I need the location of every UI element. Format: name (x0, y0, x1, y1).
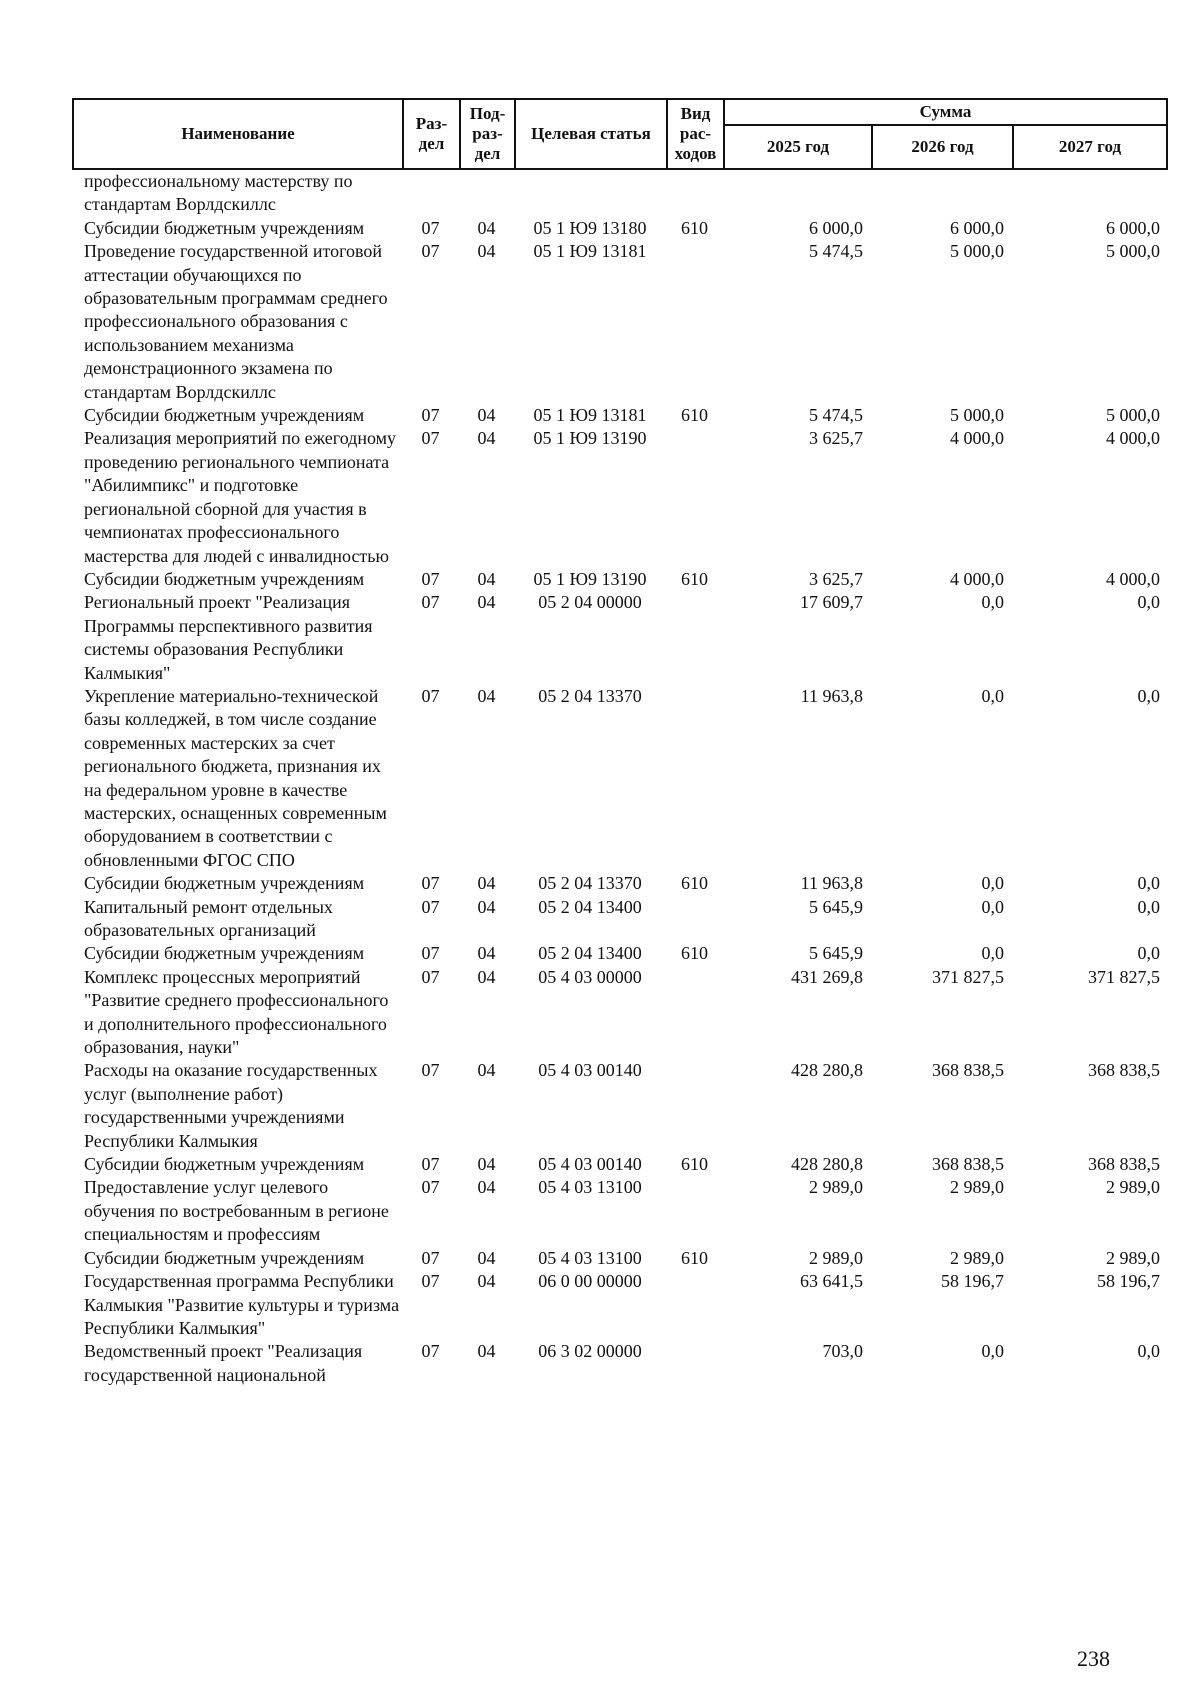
cell-2025: 2 989,0 (809, 1177, 863, 1198)
cell-name: Региональный проект "Реализация Программы перспективного развития системы образования Республики Калмыкия" (84, 592, 373, 683)
cell-name: Субсидии бюджетным учреждениям (84, 405, 365, 426)
cell-2025: 428 280,8 (791, 1154, 863, 1175)
table-row (72, 568, 1166, 591)
cell-podrazdel: 04 (477, 241, 496, 262)
cell-2026: 0,0 (981, 873, 1004, 894)
cell-razdel: 07 (421, 1177, 440, 1198)
cell-statya: 05 1 Ю9 13181 (533, 405, 647, 426)
cell-2027: 4 000,0 (1106, 568, 1160, 589)
table-row (72, 1176, 1166, 1246)
cell-razdel: 07 (421, 1341, 440, 1362)
cell-name: профессиональному мастерству по стандартам Ворлдскиллс (84, 171, 353, 215)
cell-2025: 3 625,7 (809, 568, 863, 589)
cell-statya: 05 1 Ю9 13190 (533, 568, 647, 589)
cell-2025: 6 000,0 (809, 217, 863, 238)
cell-podrazdel: 04 (477, 568, 496, 589)
cell-2025: 11 963,8 (800, 873, 863, 894)
header-statya: Целевая статья (515, 99, 667, 169)
cell-name: Субсидии бюджетным учреждениям (84, 568, 365, 589)
cell-podrazdel: 04 (477, 1177, 496, 1198)
header-2025: 2025 год (724, 125, 872, 169)
cell-statya: 05 2 04 13400 (538, 943, 642, 964)
cell-2026: 0,0 (981, 685, 1004, 706)
cell-name: Субсидии бюджетным учреждениям (84, 943, 365, 964)
cell-podrazdel: 04 (477, 1341, 496, 1362)
cell-2027: 0,0 (1137, 943, 1160, 964)
cell-2026: 0,0 (981, 896, 1004, 917)
cell-statya: 05 4 03 00140 (538, 1060, 642, 1081)
cell-razdel: 07 (421, 943, 440, 964)
cell-2026: 58 196,7 (941, 1271, 1004, 1292)
cell-2027: 368 838,5 (1088, 1060, 1160, 1081)
cell-2026: 2 989,0 (950, 1177, 1004, 1198)
cell-name: Укрепление материально-технической базы колледжей, в том числе создание современных мастерских за счет регионального бюджета, признания их на федеральном уровне в качестве мастерских, оснащенных современным оборудованием в соответствии с обновленными ФГОС СПО (84, 685, 387, 870)
cell-2027: 58 196,7 (1097, 1271, 1160, 1292)
table-row (72, 1153, 1166, 1176)
cell-2027: 0,0 (1137, 1341, 1160, 1362)
cell-statya: 05 1 Ю9 13190 (533, 428, 647, 449)
cell-2026: 0,0 (981, 592, 1004, 613)
table-row (72, 1340, 1166, 1387)
cell-2026: 4 000,0 (950, 428, 1004, 449)
table-header (72, 98, 1168, 170)
cell-2027: 5 000,0 (1106, 241, 1160, 262)
cell-name: Комплекс процессных мероприятий "Развитие среднего профессионального и дополнительного профессионального образования, науки" (84, 966, 389, 1058)
cell-razdel: 07 (421, 405, 440, 426)
cell-2026: 5 000,0 (950, 241, 1004, 262)
cell-name: Реализация мероприятий по ежегодному проведению регионального чемпионата "Абилимпикс" и подготовке региональной сборной для участия в чемпионатах профессионального мастерства для людей с инвалидностью (84, 428, 397, 566)
cell-podrazdel: 04 (477, 217, 496, 238)
page-number: 238 (1077, 1646, 1110, 1671)
cell-2026: 371 827,5 (932, 966, 1004, 987)
cell-statya: 05 2 04 13370 (538, 873, 642, 894)
cell-vid: 610 (681, 1154, 708, 1175)
cell-statya: 06 0 00 00000 (538, 1271, 642, 1292)
cell-statya: 05 4 03 13100 (538, 1177, 642, 1198)
cell-name: Капитальный ремонт отдельных образовательных организаций (84, 896, 333, 940)
cell-2025: 11 963,8 (800, 685, 863, 706)
cell-2025: 5 645,9 (809, 896, 863, 917)
cell-2025: 5 645,9 (809, 943, 863, 964)
table-row (72, 942, 1166, 965)
cell-podrazdel: 04 (477, 685, 496, 706)
cell-podrazdel: 04 (477, 1154, 496, 1175)
cell-2027: 2 989,0 (1106, 1177, 1160, 1198)
cell-2027: 0,0 (1137, 896, 1160, 917)
table-row (72, 896, 1166, 943)
header-podrazdel: Под- раз- дел (460, 99, 515, 169)
cell-2025: 63 641,5 (800, 1271, 863, 1292)
cell-2025: 3 625,7 (809, 428, 863, 449)
cell-2027: 0,0 (1137, 873, 1160, 894)
table-row (72, 1059, 1166, 1153)
cell-statya: 05 2 04 13400 (538, 896, 642, 917)
cell-vid: 610 (681, 217, 708, 238)
cell-razdel: 07 (421, 1271, 440, 1292)
cell-statya: 05 4 03 00140 (538, 1154, 642, 1175)
cell-2026: 4 000,0 (950, 568, 1004, 589)
cell-2026: 368 838,5 (932, 1060, 1004, 1081)
cell-name: Предоставление услуг целевого обучения по востребованным в регионе специальностям и профессиям (84, 1177, 389, 1245)
cell-razdel: 07 (421, 217, 440, 238)
cell-name: Ведомственный проект "Реализация государственной национальной (84, 1341, 363, 1385)
table-row (72, 1247, 1166, 1270)
cell-vid: 610 (681, 943, 708, 964)
cell-vid: 610 (681, 873, 708, 894)
cell-razdel: 07 (421, 1154, 440, 1175)
cell-2025: 5 474,5 (809, 405, 863, 426)
cell-statya: 05 1 Ю9 13180 (533, 217, 647, 238)
header-vid: Вид рас- ходов (667, 99, 724, 169)
cell-name: Проведение государственной итоговой аттестации обучающихся по образовательным программам среднего профессионального образования с использованием механизма демонстрационного экзамена по стандартам Ворлдскиллс (84, 241, 388, 402)
cell-name: Субсидии бюджетным учреждениям (84, 873, 365, 894)
header-razdel: Раз- дел (403, 99, 460, 169)
cell-2027: 4 000,0 (1106, 428, 1160, 449)
cell-name: Государственная программа Республики Калмыкия "Развитие культуры и туризма Республики Калмыкия" (84, 1271, 400, 1338)
cell-razdel: 07 (421, 428, 440, 449)
cell-2025: 428 280,8 (791, 1060, 863, 1081)
cell-2025: 17 609,7 (800, 592, 863, 613)
cell-2025: 703,0 (822, 1341, 863, 1362)
header-2027: 2027 год (1013, 125, 1167, 169)
cell-razdel: 07 (421, 592, 440, 613)
cell-podrazdel: 04 (477, 428, 496, 449)
cell-2025: 2 989,0 (809, 1247, 863, 1268)
cell-podrazdel: 04 (477, 405, 496, 426)
table-row (72, 966, 1166, 1060)
cell-razdel: 07 (421, 241, 440, 262)
cell-podrazdel: 04 (477, 592, 496, 613)
cell-podrazdel: 04 (477, 873, 496, 894)
header-summa: Сумма (724, 99, 1167, 125)
cell-podrazdel: 04 (477, 966, 496, 987)
table-row (72, 170, 1166, 217)
table-row (72, 427, 1166, 567)
cell-razdel: 07 (421, 896, 440, 917)
table-body (72, 170, 1166, 1387)
cell-2026: 2 989,0 (950, 1247, 1004, 1268)
cell-podrazdel: 04 (477, 1060, 496, 1081)
cell-razdel: 07 (421, 1247, 440, 1268)
table-row (72, 591, 1166, 685)
cell-2027: 2 989,0 (1106, 1247, 1160, 1268)
cell-2026: 0,0 (981, 1341, 1004, 1362)
cell-2027: 5 000,0 (1106, 405, 1160, 426)
cell-razdel: 07 (421, 568, 440, 589)
cell-statya: 05 2 04 00000 (538, 592, 642, 613)
cell-2027: 368 838,5 (1088, 1154, 1160, 1175)
cell-name: Расходы на оказание государственных услуг (выполнение работ) государственными учреждениями Республики Калмыкия (84, 1060, 378, 1151)
table-row (72, 404, 1166, 427)
table-row (72, 685, 1166, 872)
table-row (72, 217, 1166, 240)
cell-razdel: 07 (421, 873, 440, 894)
cell-2026: 5 000,0 (950, 405, 1004, 426)
cell-podrazdel: 04 (477, 896, 496, 917)
cell-vid: 610 (681, 1247, 708, 1268)
cell-statya: 05 4 03 13100 (538, 1247, 642, 1268)
table-row (72, 872, 1166, 895)
cell-razdel: 07 (421, 966, 440, 987)
cell-2027: 6 000,0 (1106, 217, 1160, 238)
cell-podrazdel: 04 (477, 1247, 496, 1268)
cell-2025: 5 474,5 (809, 241, 863, 262)
cell-2026: 6 000,0 (950, 217, 1004, 238)
cell-razdel: 07 (421, 685, 440, 706)
cell-name: Субсидии бюджетным учреждениям (84, 1154, 365, 1175)
cell-statya: 06 3 02 00000 (538, 1341, 642, 1362)
cell-vid: 610 (681, 568, 708, 589)
cell-statya: 05 4 03 00000 (538, 966, 642, 987)
cell-2027: 371 827,5 (1088, 966, 1160, 987)
cell-podrazdel: 04 (477, 943, 496, 964)
cell-2025: 431 269,8 (791, 966, 863, 987)
cell-2027: 0,0 (1137, 685, 1160, 706)
header-name: Наименование (73, 99, 403, 169)
cell-razdel: 07 (421, 1060, 440, 1081)
cell-2026: 368 838,5 (932, 1154, 1004, 1175)
cell-2026: 0,0 (981, 943, 1004, 964)
table-row (72, 240, 1166, 404)
cell-vid: 610 (681, 405, 708, 426)
table-row (72, 1270, 1166, 1340)
cell-name: Субсидии бюджетным учреждениям (84, 217, 365, 238)
cell-name: Субсидии бюджетным учреждениям (84, 1247, 365, 1268)
cell-podrazdel: 04 (477, 1271, 496, 1292)
header-2026: 2026 год (872, 125, 1013, 169)
cell-statya: 05 2 04 13370 (538, 685, 642, 706)
cell-statya: 05 1 Ю9 13181 (533, 241, 647, 262)
document-page (72, 98, 1166, 1387)
cell-2027: 0,0 (1137, 592, 1160, 613)
